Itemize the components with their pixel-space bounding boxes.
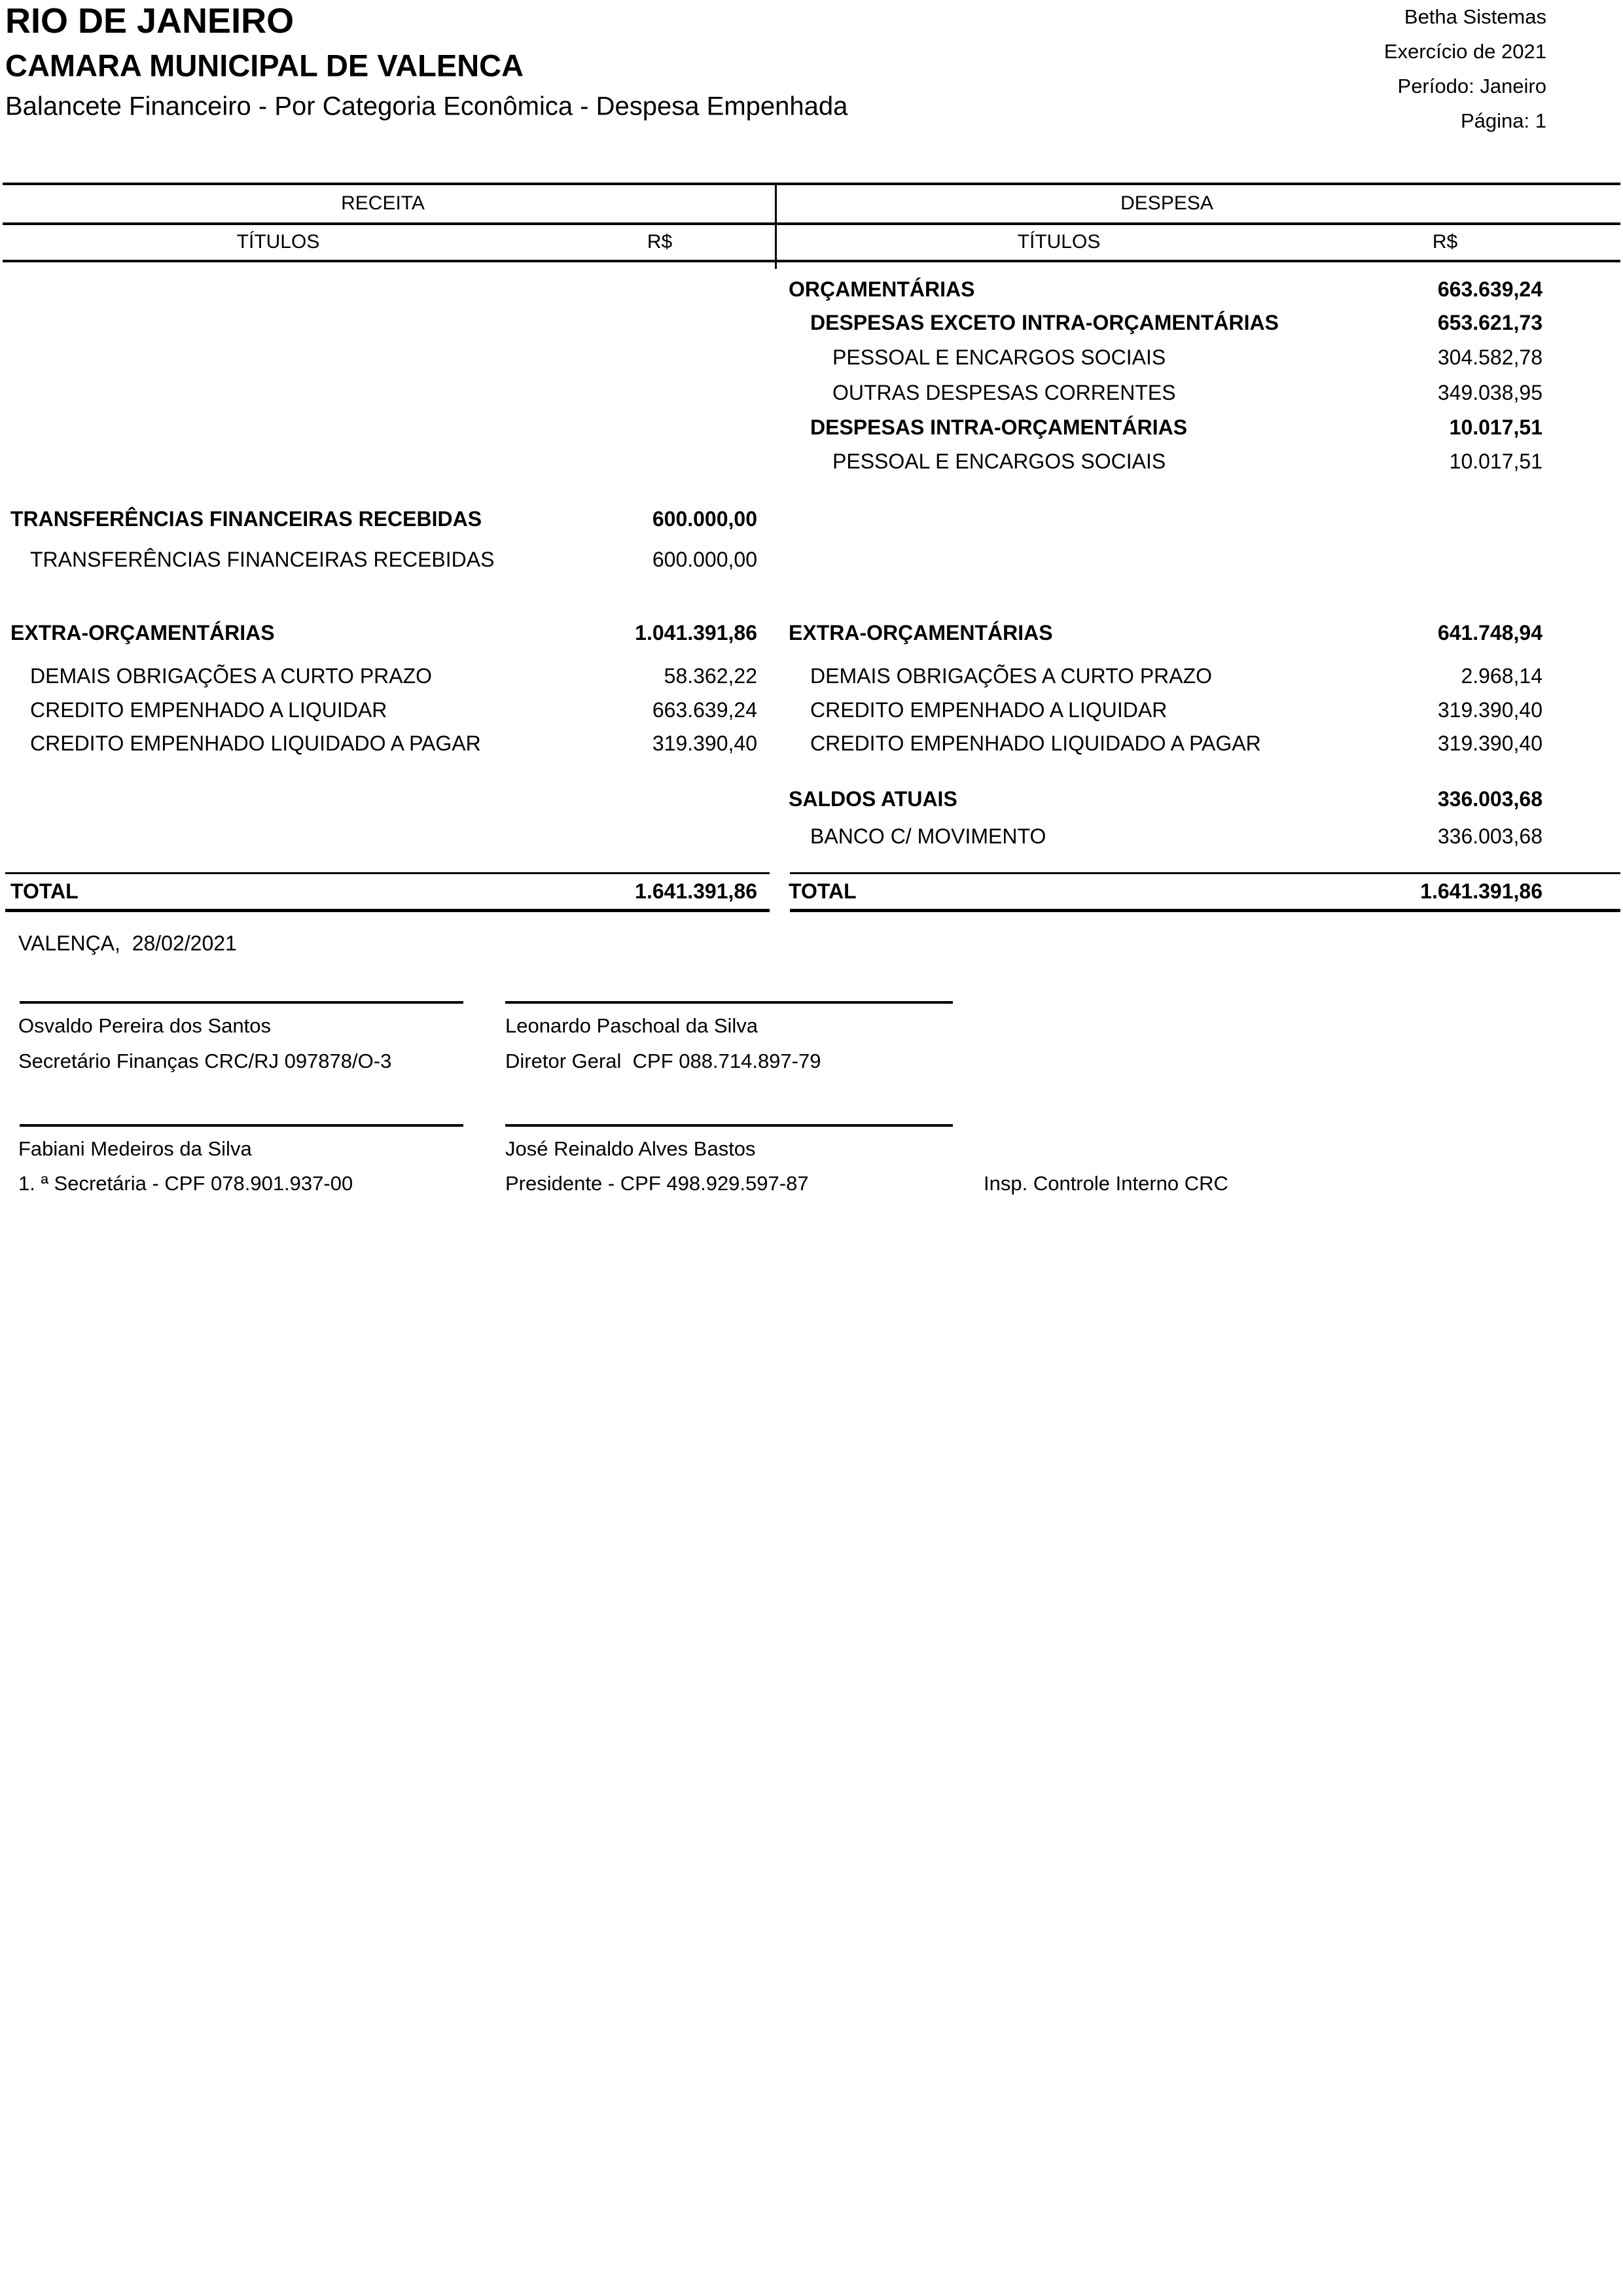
despesa-row (0, 413, 1623, 442)
signature-line (20, 1001, 463, 1004)
column-divider (775, 184, 777, 269)
receita-total-top-rule (5, 872, 770, 874)
row-label: CREDITO EMPENHADO LIQUIDADO A PAGAR (810, 732, 1261, 755)
row-label: EXTRA-ORÇAMENTÁRIAS (10, 621, 275, 645)
signature-line (505, 1124, 953, 1127)
row-amount: 663.639,24 (652, 698, 757, 722)
row-label: DEMAIS OBRIGAÇÕES A CURTO PRAZO (30, 664, 433, 688)
despesa-row (0, 275, 1623, 304)
system-name: Betha Sistemas (1404, 5, 1546, 28)
despesa-currency-col-header: R$ (1432, 231, 1458, 253)
page-number: Página: 1 (1461, 109, 1546, 132)
signatory-name: Leonardo Paschoal da Silva (505, 1014, 758, 1037)
table-header-bottom-rule (3, 260, 1620, 262)
despesa-section-header: DESPESA (1120, 192, 1213, 214)
row-amount: 600.000,00 (652, 507, 757, 531)
exercise-label: Exercício de 2021 (1383, 40, 1546, 63)
period-label: Período: Janeiro (1397, 75, 1546, 97)
signatory-name: Osvaldo Pereira dos Santos (18, 1014, 271, 1037)
report-title: Balancete Financeiro - Por Categoria Econômica - Despesa Empenhada (5, 92, 848, 121)
signatory-role: Secretário Finanças CRC/RJ 097878/O-3 (18, 1050, 392, 1072)
despesa-row (0, 378, 1623, 407)
total-amount: 1.641.391,86 (1420, 879, 1543, 903)
row-label: PESSOAL E ENCARGOS SOCIAIS (832, 450, 1166, 473)
row-amount: 58.362,22 (664, 664, 757, 688)
despesa-row (0, 785, 1623, 813)
row-label: SALDOS ATUAIS (789, 787, 957, 811)
despesa-total-top-rule (790, 872, 1620, 874)
table-mid-rule (3, 222, 1620, 225)
despesa-total-bottom-rule (790, 909, 1620, 912)
row-amount: 1.041.391,86 (635, 621, 757, 645)
row-label: BANCO C/ MOVIMENTO (810, 824, 1046, 848)
row-amount: 319.390,40 (652, 732, 757, 755)
row-label: DESPESAS EXCETO INTRA-ORÇAMENTÁRIAS (810, 311, 1279, 334)
row-label: PESSOAL E ENCARGOS SOCIAIS (832, 345, 1166, 369)
signatory-role: Diretor Geral CPF 088.714.897-79 (505, 1050, 821, 1072)
total-label: TOTAL (10, 879, 79, 903)
receita-currency-col-header: R$ (647, 231, 673, 253)
despesa-row (0, 343, 1623, 372)
row-amount: 336.003,68 (1437, 824, 1543, 848)
signature-line (505, 1001, 953, 1004)
signatory-name: Fabiani Medeiros da Silva (18, 1137, 252, 1160)
row-amount: 336.003,68 (1437, 787, 1543, 811)
row-label: CREDITO EMPENHADO LIQUIDADO A PAGAR (30, 732, 481, 755)
despesa-row (0, 662, 1623, 690)
despesa-row (0, 696, 1623, 724)
signature-line (20, 1124, 463, 1127)
row-label: CREDITO EMPENHADO A LIQUIDAR (30, 698, 387, 722)
row-amount: 304.582,78 (1437, 345, 1543, 369)
receita-section-header: RECEITA (341, 192, 425, 214)
state-name: RIO DE JANEIRO (5, 1, 294, 41)
row-amount: 349.038,95 (1437, 381, 1543, 404)
receita-row (0, 545, 1623, 574)
total-label: TOTAL (789, 879, 857, 903)
row-label: DESPESAS INTRA-ORÇAMENTÁRIAS (810, 415, 1188, 439)
row-amount: 663.639,24 (1437, 277, 1543, 301)
row-label: TRANSFERÊNCIAS FINANCEIRAS RECEBIDAS (10, 507, 482, 531)
row-amount: 319.390,40 (1437, 732, 1543, 755)
despesa-row (0, 618, 1623, 647)
row-label: ORÇAMENTÁRIAS (789, 277, 975, 301)
row-amount: 641.748,94 (1437, 621, 1543, 645)
despesa-row (0, 447, 1623, 476)
inspector-role: Insp. Controle Interno CRC (984, 1172, 1228, 1195)
row-amount: 653.621,73 (1437, 311, 1543, 334)
signatory-name: José Reinaldo Alves Bastos (505, 1137, 756, 1160)
total-amount: 1.641.391,86 (635, 879, 757, 903)
despesa-titles-col-header: TÍTULOS (1017, 231, 1101, 253)
table-top-rule (3, 183, 1620, 185)
despesa-total-row (0, 877, 1623, 906)
row-amount: 319.390,40 (1437, 698, 1543, 722)
despesa-row (0, 308, 1623, 337)
receita-row (0, 504, 1623, 533)
signatory-role: Presidente - CPF 498.929.597-87 (505, 1172, 809, 1195)
row-amount: 600.000,00 (652, 548, 757, 571)
row-label: EXTRA-ORÇAMENTÁRIAS (789, 621, 1053, 645)
row-label: CREDITO EMPENHADO A LIQUIDAR (810, 698, 1168, 722)
despesa-row (0, 729, 1623, 758)
row-label: TRANSFERÊNCIAS FINANCEIRAS RECEBIDAS (30, 548, 495, 571)
receita-total-bottom-rule (5, 909, 770, 912)
despesa-row (0, 822, 1623, 851)
row-amount: 10.017,51 (1449, 450, 1543, 473)
place-date: VALENÇA, 28/02/2021 (18, 931, 237, 955)
row-label: DEMAIS OBRIGAÇÕES A CURTO PRAZO (810, 664, 1213, 688)
row-amount: 10.017,51 (1449, 415, 1543, 439)
entity-name: CAMARA MUNICIPAL DE VALENCA (5, 48, 524, 83)
signatory-role: 1. ª Secretária - CPF 078.901.937-00 (18, 1172, 353, 1195)
receita-titles-col-header: TÍTULOS (236, 231, 320, 253)
row-amount: 2.968,14 (1461, 664, 1543, 688)
row-label: OUTRAS DESPESAS CORRENTES (832, 381, 1176, 404)
